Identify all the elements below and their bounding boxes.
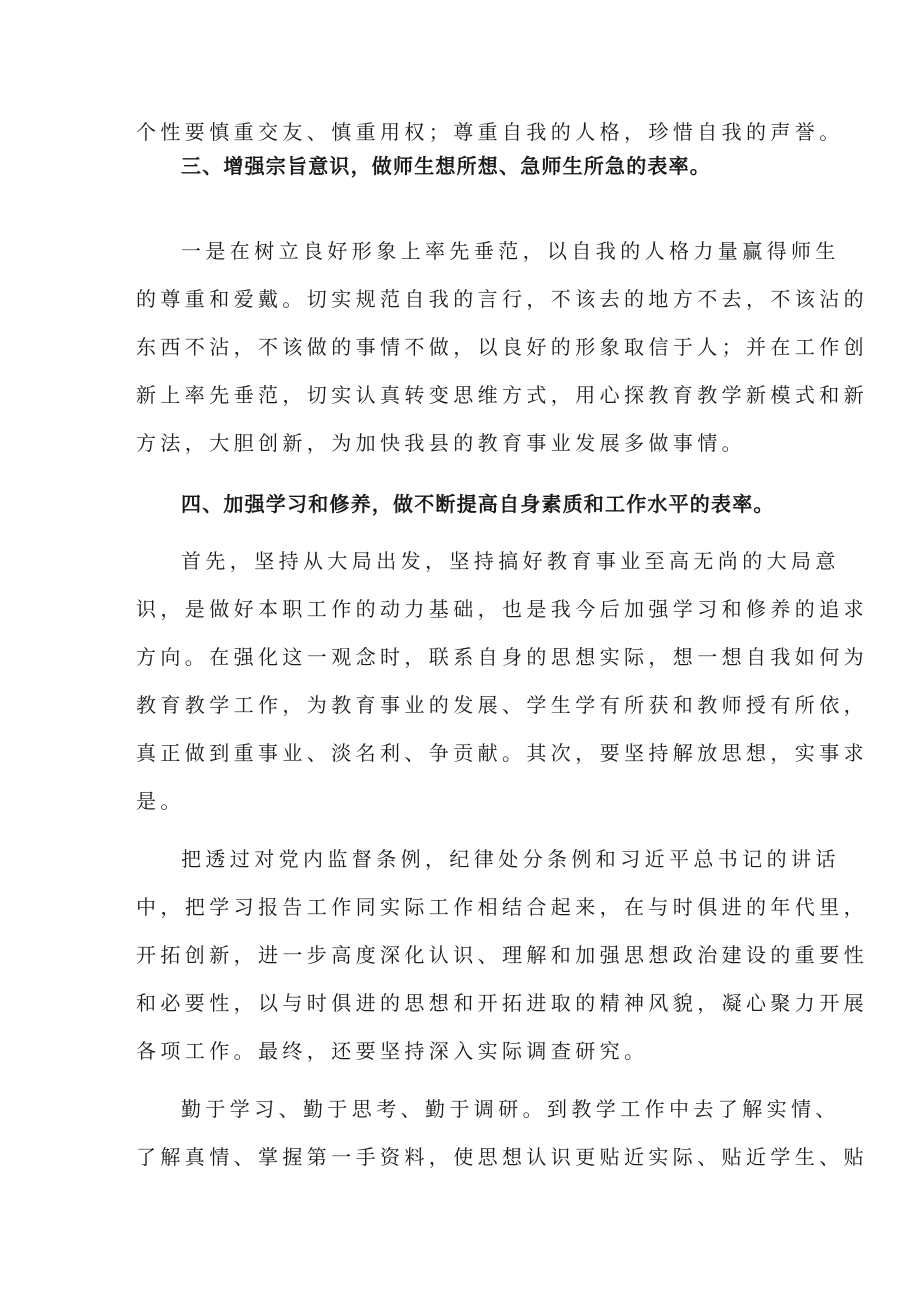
text-line: 教育教学工作，为教育事业的发展、学生学有所获和教师授有所依，: [136, 693, 868, 717]
text-line: 识，是做好本职工作的动力基础，也是我今后加强学习和修养的追求: [136, 597, 868, 621]
text-line: 新上率先垂范，切实认真转变思维方式，用心探教育教学新模式和新: [136, 383, 868, 407]
text-line: 把透过对党内监督条例，纪律处分条例和习近平总书记的讲话: [181, 847, 840, 871]
text-line: 一是在树立良好形象上率先垂范，以自我的人格力量赢得师生: [181, 239, 840, 263]
text-line: 首先，坚持从大局出发，坚持搞好教育事业至高无尚的大局意: [181, 549, 840, 573]
text-line: 和必要性，以与时俱进的思想和开拓进取的精神风貌，凝心聚力开展: [136, 991, 868, 1015]
text-line: 的尊重和爱戴。切实规范自我的言行，不该去的地方不去，不该沾的: [136, 287, 868, 311]
text-line: 是。: [136, 789, 185, 813]
text-line: 东西不沾，不该做的事情不做，以良好的形象取信于人；并在工作创: [136, 335, 868, 359]
text-line: 勤于学习、勤于思考、勤于调研。到教学工作中去了解实情、: [181, 1097, 840, 1121]
text-line: 了解真情、掌握第一手资料，使思想认识更贴近实际、贴近学生、贴: [136, 1145, 868, 1169]
text-line: 个性要慎重交友、慎重用权；尊重自我的人格，珍惜自我的声誉。: [136, 120, 844, 144]
section-heading: 四、加强学习和修养，做不断提高自身素质和工作水平的表率。: [181, 492, 775, 516]
text-line: 开拓创新，进一步高度深化认识、理解和加强思想政治建设的重要性: [136, 943, 868, 967]
text-line: 各项工作。最终，还要坚持深入实际调查研究。: [136, 1039, 649, 1063]
text-line: 中，把学习报告工作同实际工作相结合起来，在与时俱进的年代里，: [136, 895, 868, 919]
text-line: 真正做到重事业、淡名利、争贡献。其次，要坚持解放思想，实事求: [136, 741, 868, 765]
section-heading: 三、增强宗旨意识，做师生想所想、急师生所急的表率。: [181, 154, 711, 178]
text-line: 方法，大胆创新，为加快我县的教育事业发展多做事情。: [136, 431, 746, 455]
text-line: 方向。在强化这一观念时，联系自身的思想实际，想一想自我如何为: [136, 645, 868, 669]
